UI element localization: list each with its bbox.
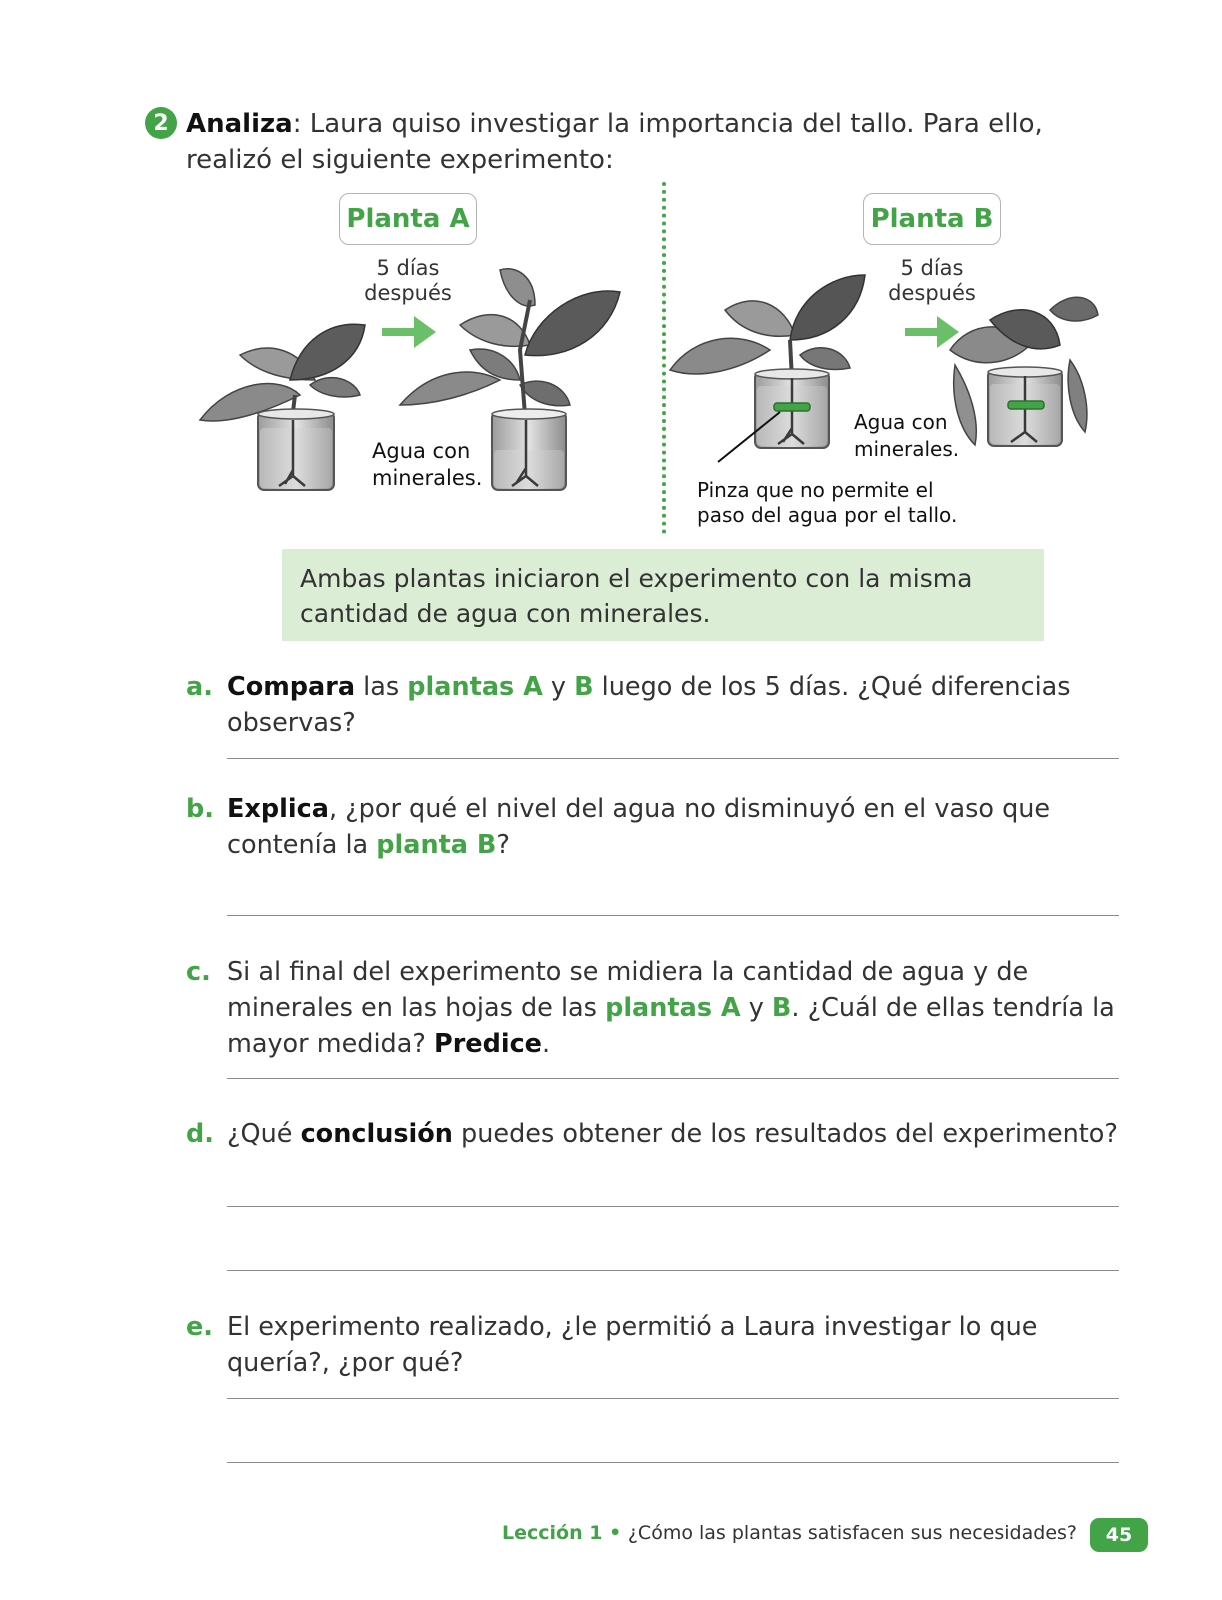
arrow-right-icon: [903, 312, 961, 352]
question-e: [186, 1309, 1126, 1378]
question-letter: e.: [186, 1312, 213, 1342]
exercise-verb: Analiza: [186, 109, 293, 139]
question-text: Compara las plantas A y B luego de los 5 días. ¿Qué diferencias observas?: [227, 672, 1071, 738]
question-d: [186, 1116, 1126, 1152]
exercise-number-badge: 2: [145, 107, 177, 139]
plant-b-water-caption: Agua con minerales.: [854, 410, 960, 461]
answer-line-e-2[interactable]: [227, 1462, 1119, 1463]
plant-b-after: [950, 297, 1098, 446]
answer-line-c[interactable]: [227, 1078, 1119, 1079]
question-text: ¿Qué conclusión puedes obtener de los resultados del experimento?: [227, 1119, 1118, 1149]
answer-line-a[interactable]: [227, 758, 1119, 759]
answer-line-e-1[interactable]: [227, 1398, 1119, 1399]
question-letter: d.: [186, 1119, 214, 1149]
plant-a-label: Planta A: [339, 193, 477, 245]
question-letter: a.: [186, 672, 213, 702]
plant-a-water-caption: Agua con minerales.: [372, 439, 483, 490]
plant-b-before: [670, 275, 865, 462]
plant-a-before: [200, 324, 365, 490]
answer-line-d-2[interactable]: [227, 1270, 1119, 1271]
answer-line-b[interactable]: [227, 915, 1119, 916]
question-text: Explica, ¿por qué el nivel del agua no disminuyó en el vaso que contenía la planta B?: [227, 794, 1051, 860]
footer-lesson: Lección 1 • ¿Cómo las plantas satisfacen sus necesidades?: [502, 1522, 1077, 1544]
question-text: El experimento realizado, ¿le permitió a Laura investigar lo que quería?, ¿por qué?: [227, 1312, 1038, 1378]
page-number-badge: 45: [1090, 1518, 1148, 1552]
question-a: [186, 669, 1126, 738]
exercise-text: : Laura quiso investigar la importancia del tallo. Para ello, realizó el siguiente experimento:: [186, 109, 1043, 175]
question-text: Si al final del experimento se midiera la cantidad de agua y de minerales en las hojas de las plantas A y B. ¿Cuál de ellas tendría la mayor medida? Predice.: [227, 957, 1115, 1059]
figure-divider: [662, 182, 666, 534]
plant-a-days-label: 5 días después: [364, 256, 452, 305]
clamp-icon: [774, 403, 810, 411]
arrow-right-icon: [380, 312, 438, 352]
question-letter: c.: [186, 957, 211, 987]
exercise-intro: [186, 106, 1046, 178]
plant-b-days-label: 5 días después: [888, 256, 976, 305]
answer-line-d-1[interactable]: [227, 1206, 1119, 1207]
experiment-note: Ambas plantas iniciaron el experimento con la misma cantidad de agua con minerales.: [282, 549, 1044, 641]
plant-b-label: Planta B: [863, 193, 1001, 245]
question-b: [186, 791, 1126, 860]
clamp-caption: Pinza que no permite el paso del agua por el tallo.: [697, 478, 958, 527]
question-letter: b.: [186, 794, 214, 824]
question-c: [186, 954, 1126, 1059]
